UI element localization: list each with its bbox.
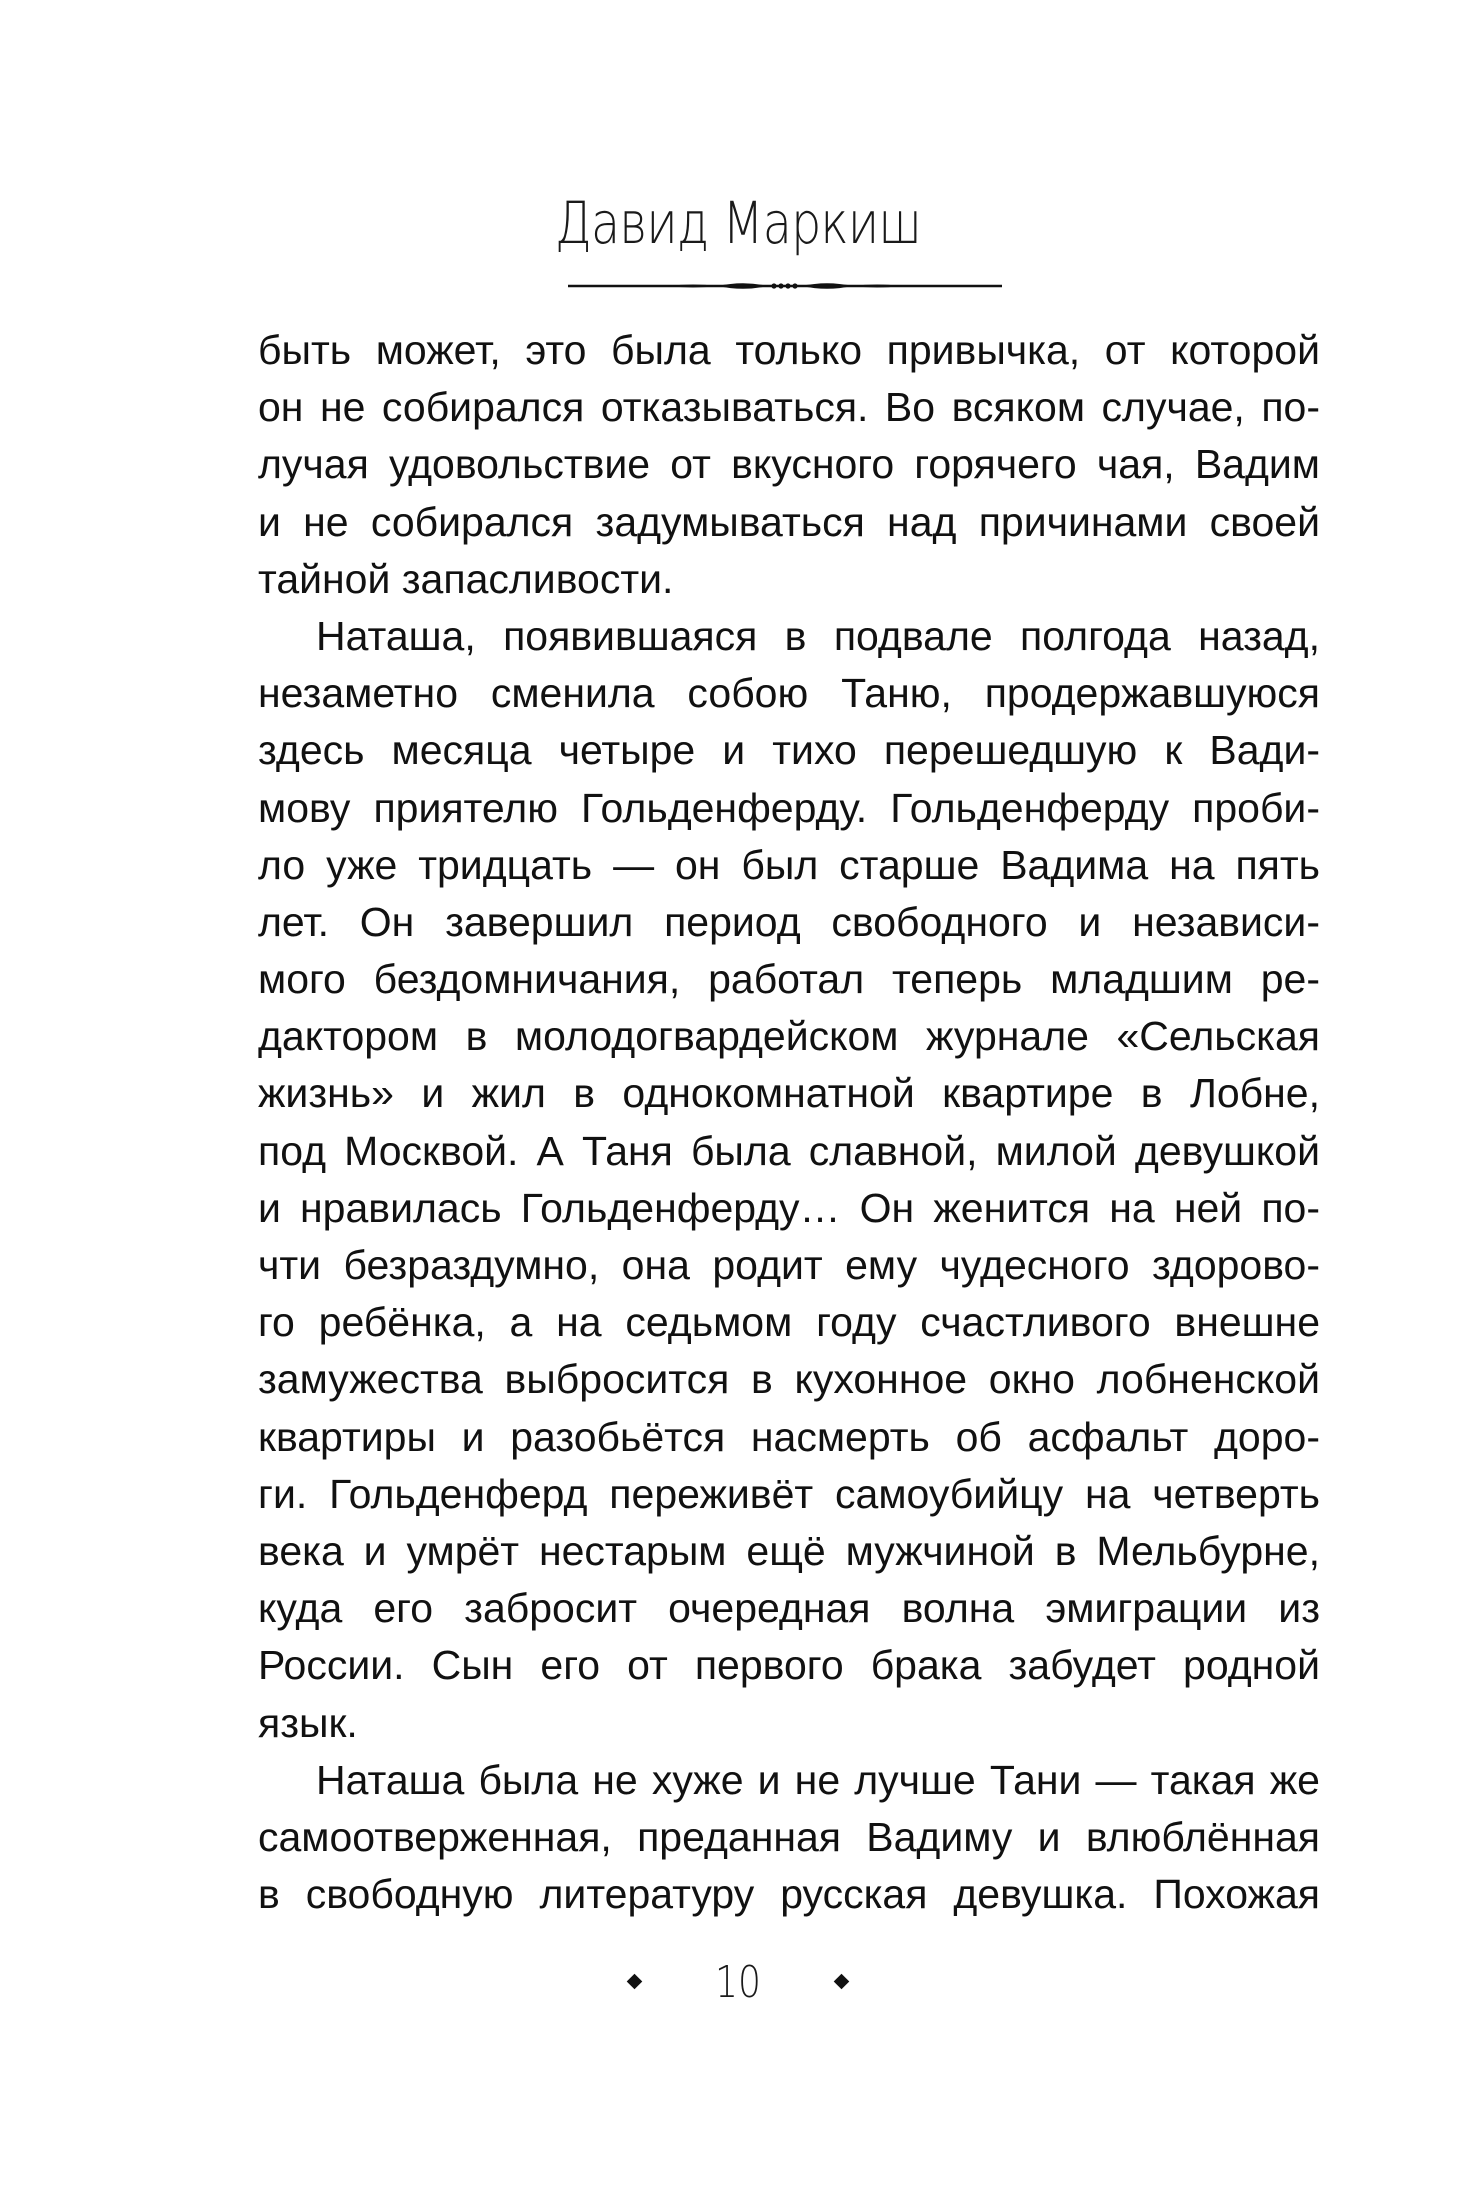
text-line: квартиры и разобьётся насмерть об асфальт доро- (258, 1413, 1320, 1460)
text-line: замужества выбросится в кухонное окно лобненской (258, 1356, 1320, 1403)
text-line: России. Сын его от первого брака забудет родной (258, 1642, 1320, 1689)
running-head-author: Давид Маркиш (554, 189, 922, 257)
text-line: жизнь» и жил в однокомнатной квартире в Лобне, (258, 1070, 1320, 1117)
text-line: быть может, это была только привычка, от которой (258, 327, 1320, 373)
body-text (258, 322, 1320, 1923)
text-line: лет. Он завершил период свободного и независи- (258, 898, 1320, 945)
text-line: дактором в молодогвардейском журнале «Сельская (258, 1013, 1320, 1060)
text-line: мого бездомничания, работал теперь младшим ре- (258, 956, 1320, 1003)
paragraph (258, 322, 1320, 608)
text-line: и не собирался задумываться над причинами своей (258, 498, 1320, 545)
text-line: и нравилась Гольденферду… Он женится на ней по- (258, 1184, 1320, 1231)
text-line: века и умрёт нестарым ещё мужчиной в Мельбурне, (258, 1527, 1320, 1574)
text-line: куда его забросит очередная волна эмиграции из (258, 1585, 1320, 1632)
paragraph (258, 608, 1320, 1752)
text-line: под Москвой. А Таня была славной, милой девушкой (258, 1127, 1320, 1174)
text-line: го ребёнка, а на седьмом году счастливого внешне (258, 1299, 1320, 1346)
page-footer (0, 1956, 1476, 2010)
text-line: ло уже тридцать — он был старше Вадима на пять (258, 841, 1320, 888)
text-line: он не собирался отказываться. Во всяком случае, по- (258, 384, 1320, 431)
text-line: мову приятелю Гольденферду. Гольденферду проби- (258, 784, 1320, 831)
text-line: ги. Гольденферд переживёт самоубийцу на четверть (258, 1470, 1320, 1517)
paragraph (258, 1752, 1320, 1924)
text-line: здесь месяца четыре и тихо перешедшую к Вади- (258, 727, 1320, 774)
text-line: незаметно сменила собою Таню, продержавшуюся (258, 670, 1320, 717)
text-line: самоотверженная, преданная Вадиму и влюблённая (258, 1813, 1320, 1860)
diamond-ornament-left (627, 1973, 643, 1989)
text-line: чти безраздумно, она родит ему чудесного здорово- (258, 1242, 1320, 1288)
text-line: Наташа, появившаяся в подвале полгода назад, (316, 612, 1320, 659)
text-line: язык. (258, 1699, 358, 1746)
text-line: в свободную литературу русская девушка. Похожая (258, 1871, 1320, 1918)
diamond-ornament-right (834, 1973, 850, 1989)
text-line: лучая удовольствие от вкусного горячего чая, Вадим (258, 441, 1320, 488)
decorative-rule (568, 274, 1002, 298)
text-line: тайной запасливости. (258, 555, 674, 602)
page-number: 10 (715, 1957, 761, 2008)
text-line: Наташа была не хуже и не лучше Тани — такая же (316, 1756, 1320, 1803)
